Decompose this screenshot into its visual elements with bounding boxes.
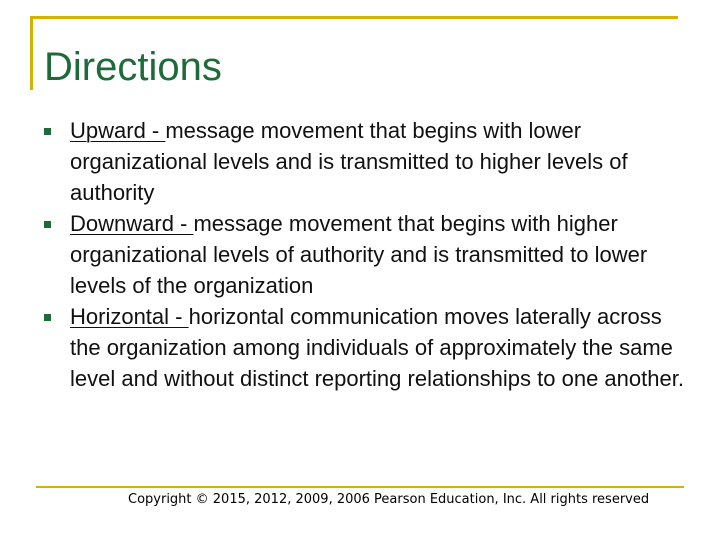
definition-horizontal: horizontal communication moves laterally across the organization among individuals of approximately the same level and without distinct reporting relationships to one another. (70, 304, 684, 391)
bullet-item-upward (44, 115, 684, 208)
term-downward: Downward - (70, 211, 194, 236)
footer-divider (36, 486, 684, 488)
bullet-list (44, 115, 684, 394)
square-bullet-icon (44, 221, 51, 228)
term-horizontal: Horizontal - (70, 304, 189, 329)
square-bullet-icon (44, 128, 51, 135)
square-bullet-icon (44, 314, 51, 321)
definition-downward: message movement that begins with higher organizational levels of authority and is transmitted to lower levels of the organization (70, 211, 648, 298)
top-border-line (30, 16, 678, 19)
term-upward: Upward - (70, 118, 166, 143)
slide-title: Directions (44, 45, 222, 89)
left-border-line (30, 16, 33, 90)
definition-upward: message movement that begins with lower organizational levels and is transmitted to higher levels of authority (70, 118, 628, 205)
copyright-notice: Copyright © 2015, 2012, 2009, 2006 Pearson Education, Inc. All rights reserved (128, 492, 650, 507)
bullet-item-downward (44, 208, 684, 301)
bullet-item-horizontal (44, 301, 684, 394)
